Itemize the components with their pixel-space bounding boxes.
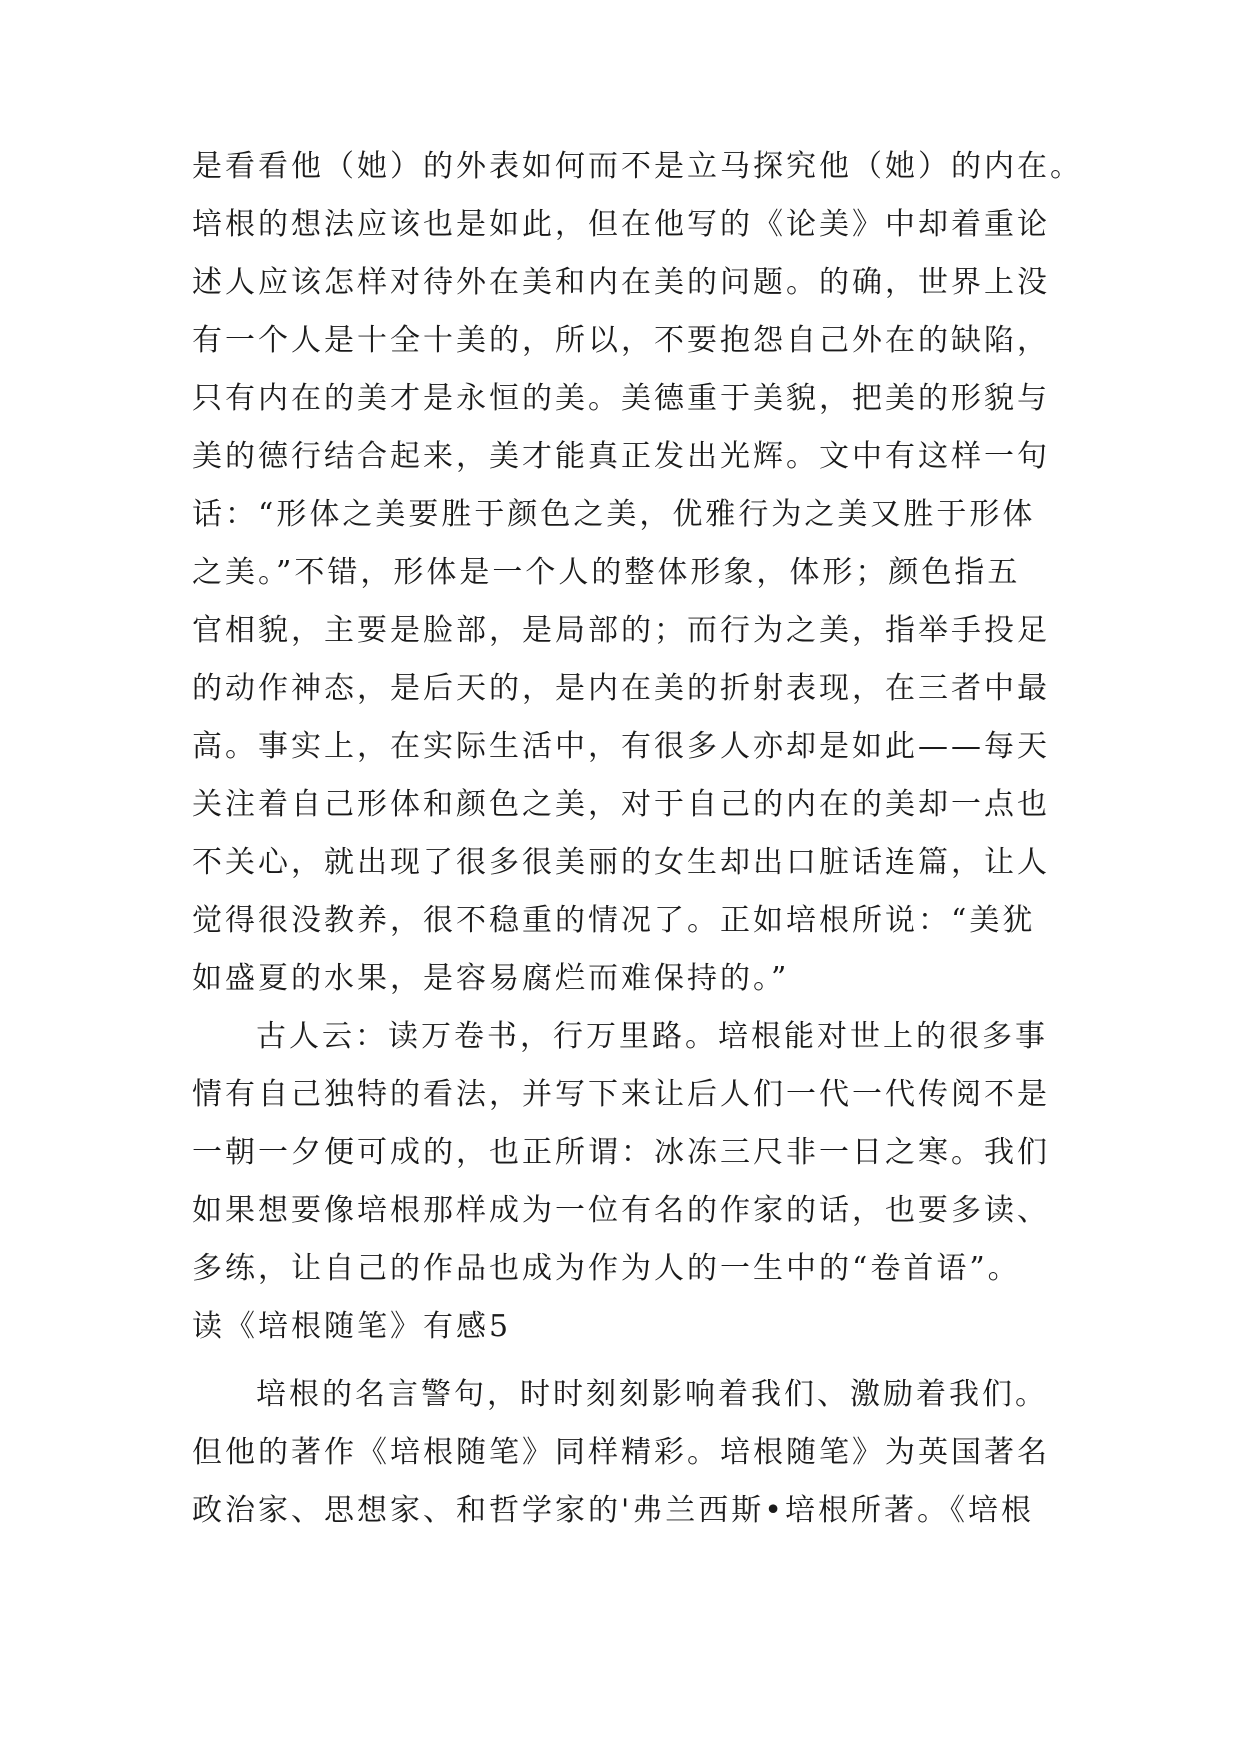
text-line: 情有自己独特的看法，并写下来让后人们一代一代传阅不是 [192,1077,1050,1112]
text-line: 一朝一夕便可成的，也正所谓：冰冻三尺非一日之寒。我们 [192,1135,1050,1170]
paragraph-first-line: 古人云：读万卷书，行万里路。培根能对世上的很多事 [256,1019,1048,1054]
text-line: 觉得很没教养，很不稳重的情况了。正如培根所说：“美犹 [192,903,1036,938]
text-line: 如盛夏的水果，是容易腐烂而难保持的。” [192,961,790,996]
paragraph-first-line: 培根的名言警句，时时刻刻影响着我们、激励着我们。 [256,1377,1048,1412]
text-line: 之美。”不错，形体是一个人的整体形象，体形；颜色指五 [192,555,1021,590]
text-line: 只有内在的美才是永恒的美。美德重于美貌，把美的形貌与 [192,381,1050,416]
text-line: 美的德行结合起来，美才能真正发出光辉。文中有这样一句 [192,439,1050,474]
text-line: 官相貌，主要是脸部，是局部的；而行为之美，指举手投足 [192,613,1050,648]
text-line: 培根的想法应该也是如此，但在他写的《论美》中却着重论 [192,207,1050,242]
section-heading: 读《培根随笔》有感5 [192,1309,512,1344]
text-line: 政治家、思想家、和哲学家的'弗兰西斯•培根所著。《培根 [192,1493,1034,1528]
text-line: 高。事实上，在实际生活中，有很多人亦却是如此——每天 [192,729,1050,764]
text-line: 关注着自己形体和颜色之美，对于自己的内在的美却一点也 [192,787,1050,822]
text-line: 是看看他（她）的外表如何而不是立马探究他（她）的内在。 [192,149,1083,184]
text-line: 如果想要像培根那样成为一位有名的作家的话，也要多读、 [192,1193,1050,1228]
text-line: 话：“形体之美要胜于颜色之美，优雅行为之美又胜于形体 [192,497,1036,532]
text-line: 述人应该怎样对待外在美和内在美的问题。的确，世界上没 [192,265,1050,300]
text-line: 有一个人是十全十美的，所以，不要抱怨自己外在的缺陷， [192,323,1050,358]
text-line: 但他的著作《培根随笔》同样精彩。培根随笔》为英国著名 [192,1435,1050,1470]
text-line: 多练，让自己的作品也成为作为人的一生中的“卷首语”。 [192,1251,1021,1286]
text-line: 不关心，就出现了很多很美丽的女生却出口脏话连篇，让人 [192,845,1050,880]
text-line: 的动作神态，是后天的，是内在美的折射表现，在三者中最 [192,671,1050,706]
